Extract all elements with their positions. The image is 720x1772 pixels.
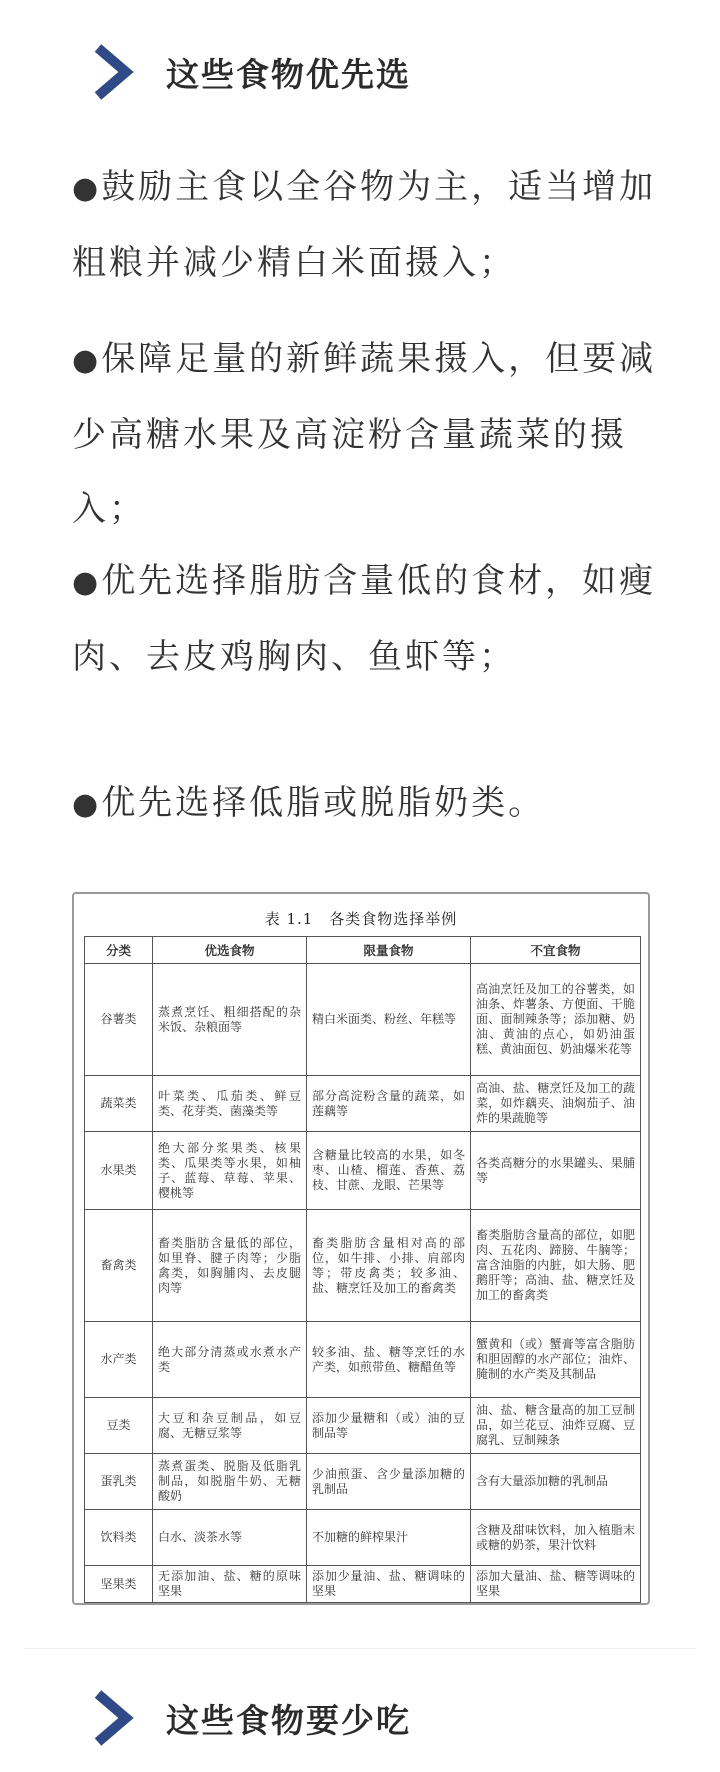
table-row	[85, 1398, 641, 1454]
cell-category: 谷薯类	[85, 964, 153, 1076]
cell-preferred: 叶菜类、瓜茄类、鲜豆类、花芽类、菌藻类等	[153, 1076, 307, 1132]
cell-avoid: 畜类脂肪含量高的部位，如肥肉、五花肉、蹄膀、牛腩等；富含油脂的内脏，如大肠、肥鹅肝等；高油、盐、糖烹饪及加工的畜禽类	[471, 1210, 641, 1322]
bullet-item	[72, 150, 658, 300]
cell-limited: 不加糖的鲜榨果汁	[307, 1510, 471, 1566]
cell-avoid: 含糖及甜味饮料，加入植脂末或糖的奶茶，果汁饮料	[471, 1510, 641, 1566]
cell-preferred: 畜类脂肪含量低的部位，如里脊、腱子肉等；少脂禽类，如胸脯肉、去皮腿肉等	[153, 1210, 307, 1322]
cell-limited: 较多油、盐、糖等烹饪的水产类，如煎带鱼、糖醋鱼等	[307, 1322, 471, 1398]
cell-category: 水果类	[85, 1132, 153, 1210]
food-selection-table	[84, 936, 641, 1603]
cell-avoid: 油、盐、糖含量高的加工豆制品，如兰花豆、油炸豆腐、豆腐乳、豆制辣条	[471, 1398, 641, 1454]
cell-limited: 部分高淀粉含量的蔬菜，如莲藕等	[307, 1076, 471, 1132]
bullet-text: 优先选择低脂或脱脂奶类。	[101, 783, 546, 823]
cell-category: 水产类	[85, 1322, 153, 1398]
table-header-row	[85, 937, 641, 964]
bullet-text: 优先选择脂肪含量低的食材，如瘦肉、去皮鸡胸肉、鱼虾等；	[72, 561, 657, 677]
cell-category: 饮料类	[85, 1510, 153, 1566]
header-limited: 限量食物	[307, 937, 471, 964]
table-row	[85, 1132, 641, 1210]
cell-avoid: 添加大量油、盐、糖等调味的坚果	[471, 1566, 641, 1603]
cell-limited: 含糖量比较高的水果，如冬枣、山楂、榴莲、香蕉、荔枝、甘蔗、龙眼、芒果等	[307, 1132, 471, 1210]
cell-preferred: 绝大部分浆果类、核果类、瓜果类等水果，如柚子、蓝莓、草莓、苹果、樱桃等	[153, 1132, 307, 1210]
table-caption: 表 1.1 各类食物选择举例	[264, 910, 458, 928]
cell-category: 畜禽类	[85, 1210, 153, 1322]
chevron-right-icon	[92, 1688, 136, 1748]
cell-avoid: 高油烹饪及加工的谷薯类，如油条、炸薯条、方便面、干脆面、面制辣条等；添加糖、奶油、黄油的点心，如奶油蛋糕、黄油面包、奶油爆米花等	[471, 964, 641, 1076]
bullet-item	[72, 322, 658, 546]
section-header-preferred	[92, 40, 411, 104]
cell-limited: 添加少量油、盐、糖调味的坚果	[307, 1566, 471, 1603]
cell-limited: 少油煎蛋、含少量添加糖的乳制品	[307, 1454, 471, 1510]
bullet-dot-icon: ●	[72, 343, 102, 378]
table-row	[85, 1566, 641, 1603]
section-divider	[24, 1648, 696, 1649]
cell-preferred: 绝大部分清蒸或水煮水产类	[153, 1322, 307, 1398]
table-row	[85, 964, 641, 1076]
cell-category: 坚果类	[85, 1566, 153, 1603]
table-row	[85, 1210, 641, 1322]
cell-category: 豆类	[85, 1398, 153, 1454]
bullet-text: 保障足量的新鲜蔬果摄入，但要减少高糖水果及高淀粉含量蔬菜的摄入；	[72, 339, 657, 529]
bullet-item	[72, 766, 658, 842]
cell-preferred: 蒸煮烹饪、粗细搭配的杂米饭、杂粮面等	[153, 964, 307, 1076]
section-title: 这些食物要少吃	[166, 1700, 411, 1740]
cell-preferred: 大豆和杂豆制品，如豆腐、无糖豆浆等	[153, 1398, 307, 1454]
section-title: 这些食物优先选	[166, 54, 411, 94]
bullet-dot-icon: ●	[72, 787, 102, 822]
cell-avoid: 各类高糖分的水果罐头、果脯等	[471, 1132, 641, 1210]
cell-limited: 畜类脂肪含量相对高的部位，如牛排、小排、肩部肉等；带皮禽类；较多油、盐、糖烹饪及加工的畜禽类	[307, 1210, 471, 1322]
bullet-dot-icon: ●	[72, 565, 102, 600]
header-avoid: 不宜食物	[471, 937, 641, 964]
bullet-text: 鼓励主食以全谷物为主，适当增加粗粮并减少精白米面摄入；	[72, 167, 657, 283]
header-preferred: 优选食物	[153, 937, 307, 964]
cell-category: 蛋乳类	[85, 1454, 153, 1510]
table-row	[85, 1322, 641, 1398]
cell-limited: 添加少量糖和（或）油的豆制品等	[307, 1398, 471, 1454]
section-header-limit	[92, 1686, 411, 1750]
header-category: 分类	[85, 937, 153, 964]
cell-preferred: 蒸煮蛋类、脱脂及低脂乳制品，如脱脂牛奶、无糖酸奶	[153, 1454, 307, 1510]
cell-preferred: 白水、淡茶水等	[153, 1510, 307, 1566]
bullet-dot-icon: ●	[72, 171, 102, 206]
cell-avoid: 含有大量添加糖的乳制品	[471, 1454, 641, 1510]
cell-limited: 精白米面类、粉丝、年糕等	[307, 964, 471, 1076]
cell-category: 蔬菜类	[85, 1076, 153, 1132]
bullet-item	[72, 544, 658, 694]
food-table-figure	[72, 892, 650, 1605]
cell-avoid: 蟹黄和（或）蟹膏等富含脂肪和胆固醇的水产部位；油炸、腌制的水产类及其制品	[471, 1322, 641, 1398]
table-row	[85, 1454, 641, 1510]
table-row	[85, 1076, 641, 1132]
cell-avoid: 高油、盐、糖烹饪及加工的蔬菜，如炸藕夹、油焖茄子、油炸的果蔬脆等	[471, 1076, 641, 1132]
chevron-right-icon	[92, 42, 136, 102]
table-row	[85, 1510, 641, 1566]
cell-preferred: 无添加油、盐、糖的原味坚果	[153, 1566, 307, 1603]
